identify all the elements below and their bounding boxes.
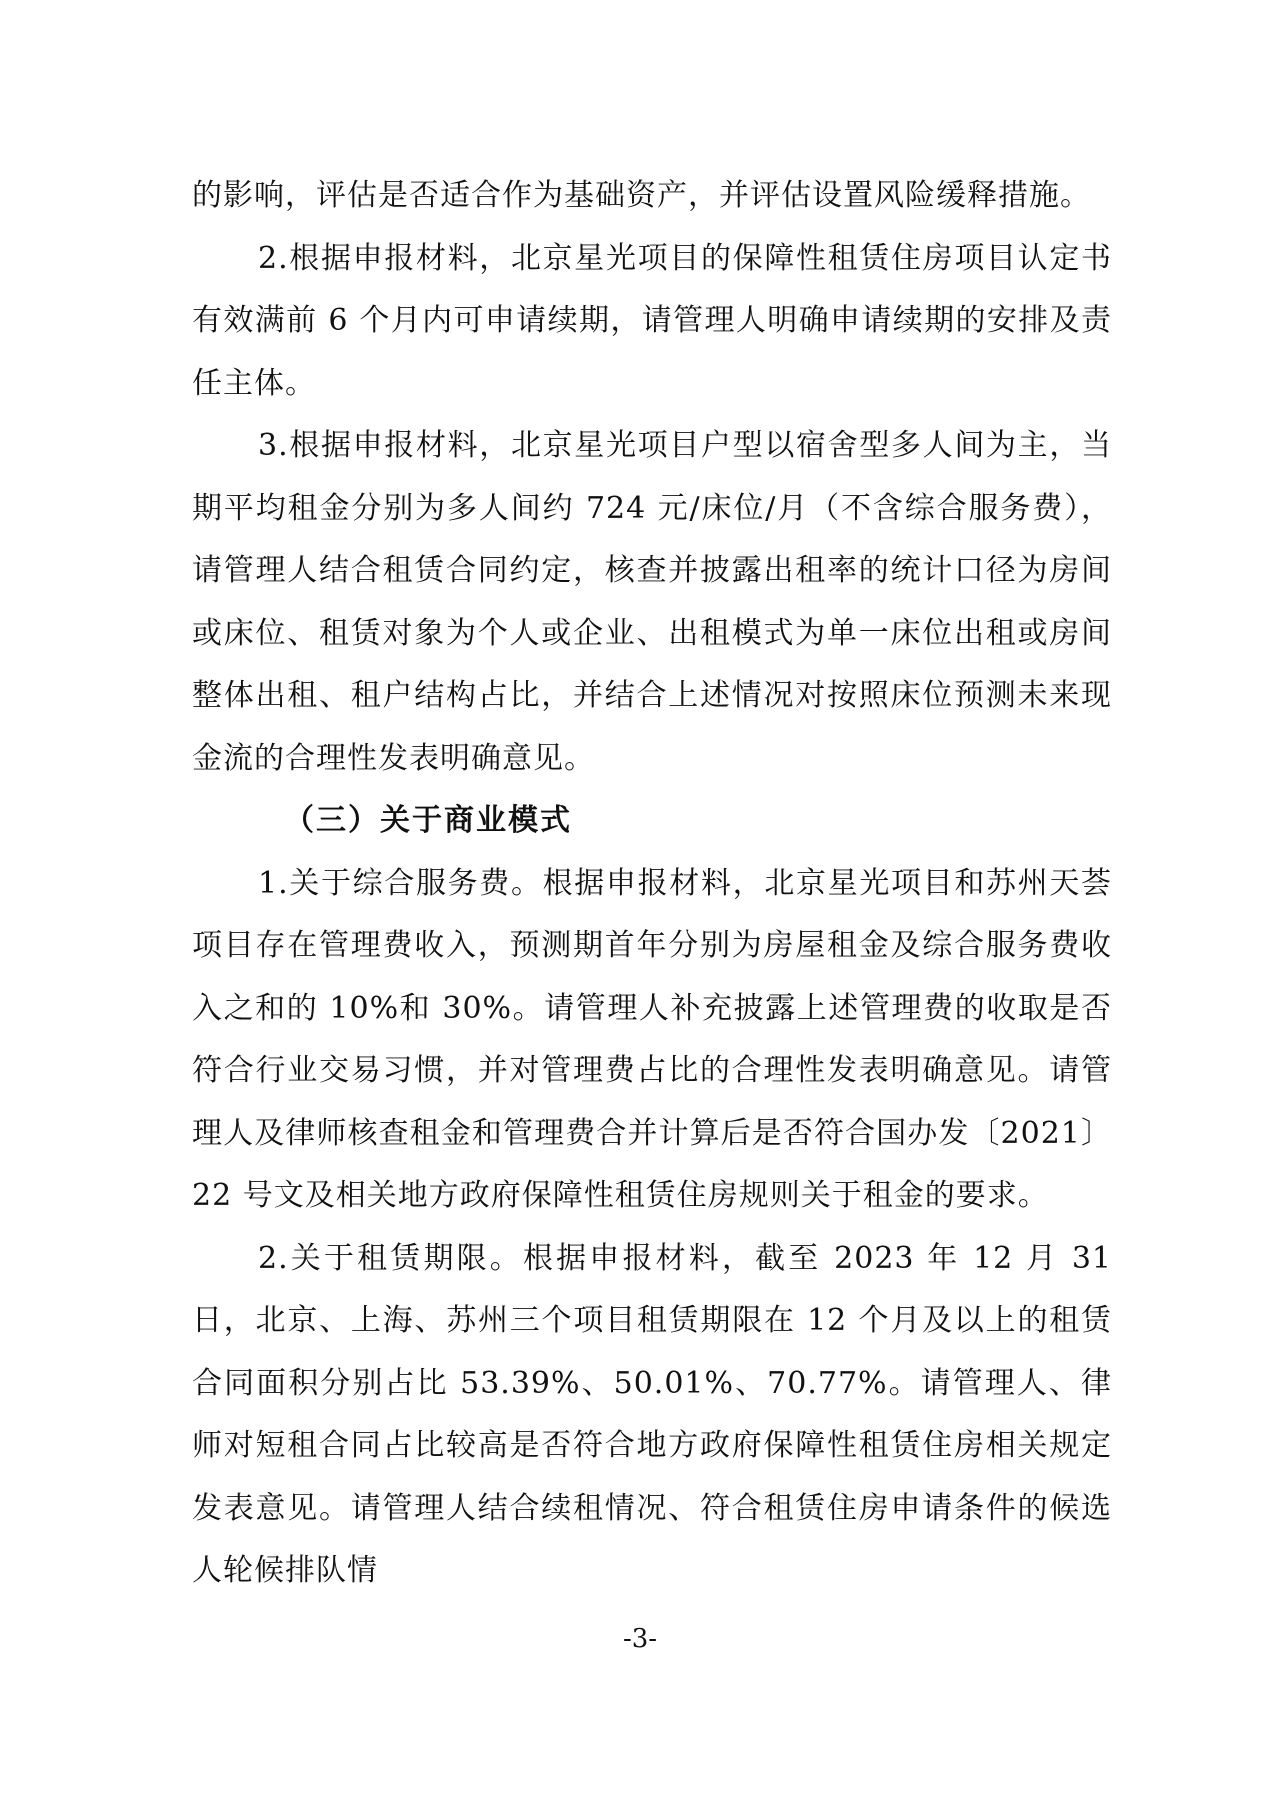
document-body: [192, 165, 1112, 1603]
paragraph-item-3: 3.根据申报材料，北京星光项目户型以宿舍型多人间为主，当期平均租金分别为多人间约 724 元/床位/月（不含综合服务费），请管理人结合租赁合同约定，核查并披露出租率的统计口径为房间或床位、租赁对象为个人或企业、出租模式为单一床位出租或房间整体出租、租户结构占比，并结合上述情况对按照床位预测未来现金流的合理性发表明确意见。: [192, 428, 1112, 776]
paragraph-continuation: 的影响，评估是否适合作为基础资产，并评估设置风险缓释措施。: [192, 178, 1091, 213]
page-number: -3-: [622, 1624, 658, 1654]
paragraph-lease-term: 2.关于租赁期限。根据申报材料，截至 2023 年 12 月 31 日，北京、上海、苏州三个项目租赁期限在 12 个月及以上的租赁合同面积分别占比 53.39%、50.01%、70.77%。请管理人、律师对短租合同占比较高是否符合地方政府保障性租赁住房相关规定发表意见。请管理人结合续租情况、符合租赁住房申请条件的候选人轮候排队情: [192, 1240, 1112, 1588]
paragraph-service-fee: 1.关于综合服务费。根据申报材料，北京星光项目和苏州天荟项目存在管理费收入，预测期首年分别为房屋租金及综合服务费收入之和的 10%和 30%。请管理人补充披露上述管理费的收取是否符合行业交易习惯，并对管理费占比的合理性发表明确意见。请管理人及律师核查租金和管理费合并计算后是否符合国办发〔2021〕22 号文及相关地方政府保障性租赁住房规则关于租金的要求。: [192, 865, 1112, 1213]
paragraph-item-2: 2.根据申报材料，北京星光项目的保障性租赁住房项目认定书有效满前 6 个月内可申请续期，请管理人明确申请续期的安排及责任主体。: [192, 240, 1112, 401]
section-heading-business-model: （三）关于商业模式: [284, 803, 572, 838]
